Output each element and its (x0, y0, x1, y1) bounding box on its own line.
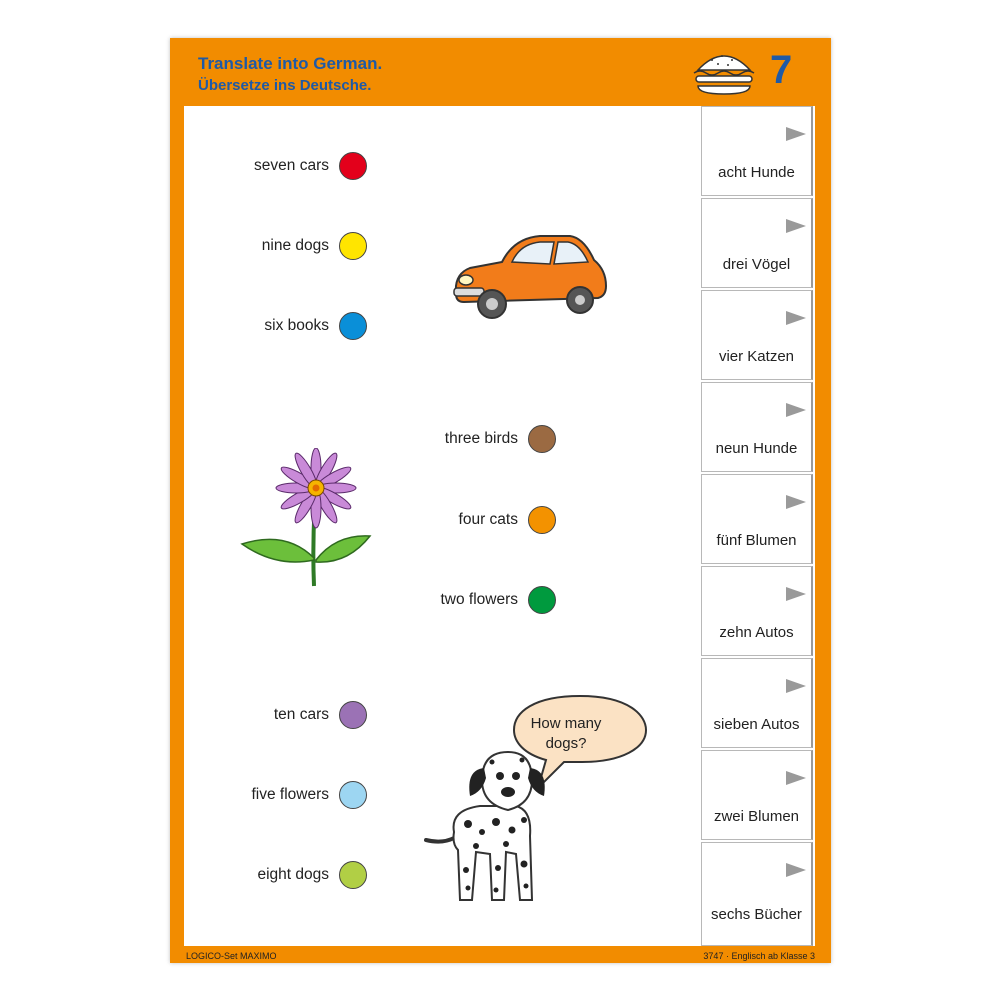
item-label: seven cars (254, 157, 329, 174)
answer-label: vier Katzen (718, 348, 795, 365)
answer-label: neun Hunde (715, 440, 798, 457)
item-label: eight dogs (257, 866, 329, 883)
dalmatian-illustration (420, 740, 570, 910)
answer-tile[interactable] (701, 106, 813, 196)
car-illustration (450, 224, 610, 324)
color-dot-orange[interactable] (528, 506, 556, 534)
item-label: four cats (458, 511, 518, 528)
footer-product-name: LOGICO-Set MAXIMO (186, 951, 277, 961)
answer-tile[interactable] (701, 750, 813, 840)
burger-icon (690, 46, 758, 98)
answer-label: sechs Bücher (711, 906, 802, 923)
color-dot-green[interactable] (528, 586, 556, 614)
speech-line-1: How many (530, 715, 602, 732)
item-label: ten cars (273, 706, 329, 723)
color-dot-lime[interactable] (339, 861, 367, 889)
answer-label: zehn Autos (719, 624, 794, 641)
worksheet-card (170, 38, 831, 963)
flag-marker-icon (786, 495, 806, 509)
footer-product-code: 3747 · Englisch ab Klasse 3 (703, 951, 815, 961)
title-german: Übersetze ins Deutsche. (198, 77, 372, 94)
item-label: nine dogs (261, 237, 329, 254)
answer-label: zwei Blumen (713, 808, 800, 825)
item-label: three birds (444, 430, 518, 447)
item-label: five flowers (251, 786, 329, 803)
answer-tile[interactable] (701, 842, 813, 946)
color-dot-blue[interactable] (339, 312, 367, 340)
speech-line-2: dogs? (545, 735, 587, 752)
color-dot-purple[interactable] (339, 701, 367, 729)
title-english: Translate into German. (198, 54, 383, 73)
item-label: two flowers (440, 591, 518, 608)
flag-marker-icon (786, 403, 806, 417)
flag-marker-icon (786, 771, 806, 785)
item-three-birds (445, 425, 556, 453)
color-dot-brown[interactable] (528, 425, 556, 453)
flag-marker-icon (786, 311, 806, 325)
item-two-flowers (440, 586, 556, 614)
flag-marker-icon (786, 863, 806, 877)
answer-tile[interactable] (701, 382, 813, 472)
answer-tile[interactable] (701, 658, 813, 748)
answer-tile[interactable] (701, 198, 813, 288)
page-number: 7 (770, 48, 793, 92)
item-four-cats (459, 506, 556, 534)
flower-illustration (236, 448, 376, 588)
item-six-books (264, 312, 367, 340)
item-eight-dogs (257, 861, 367, 889)
answer-tile[interactable] (701, 290, 813, 380)
answer-tile[interactable] (701, 566, 813, 656)
flag-marker-icon (786, 127, 806, 141)
item-seven-cars (254, 152, 367, 180)
item-ten-cars (274, 701, 367, 729)
item-nine-dogs (262, 232, 367, 260)
color-dot-light-blue[interactable] (339, 781, 367, 809)
color-dot-red[interactable] (339, 152, 367, 180)
flag-marker-icon (786, 587, 806, 601)
item-label: six books (264, 317, 329, 334)
answer-label: fünf Blumen (716, 532, 797, 549)
answer-label: drei Vögel (722, 256, 791, 273)
color-dot-yellow[interactable] (339, 232, 367, 260)
answer-column (701, 106, 815, 946)
answer-label: acht Hunde (718, 164, 795, 181)
answer-label: sieben Autos (713, 716, 800, 733)
answer-tile[interactable] (701, 474, 813, 564)
flag-marker-icon (786, 219, 806, 233)
flag-marker-icon (786, 679, 806, 693)
item-five-flowers (251, 781, 367, 809)
exercise-area (184, 106, 701, 946)
